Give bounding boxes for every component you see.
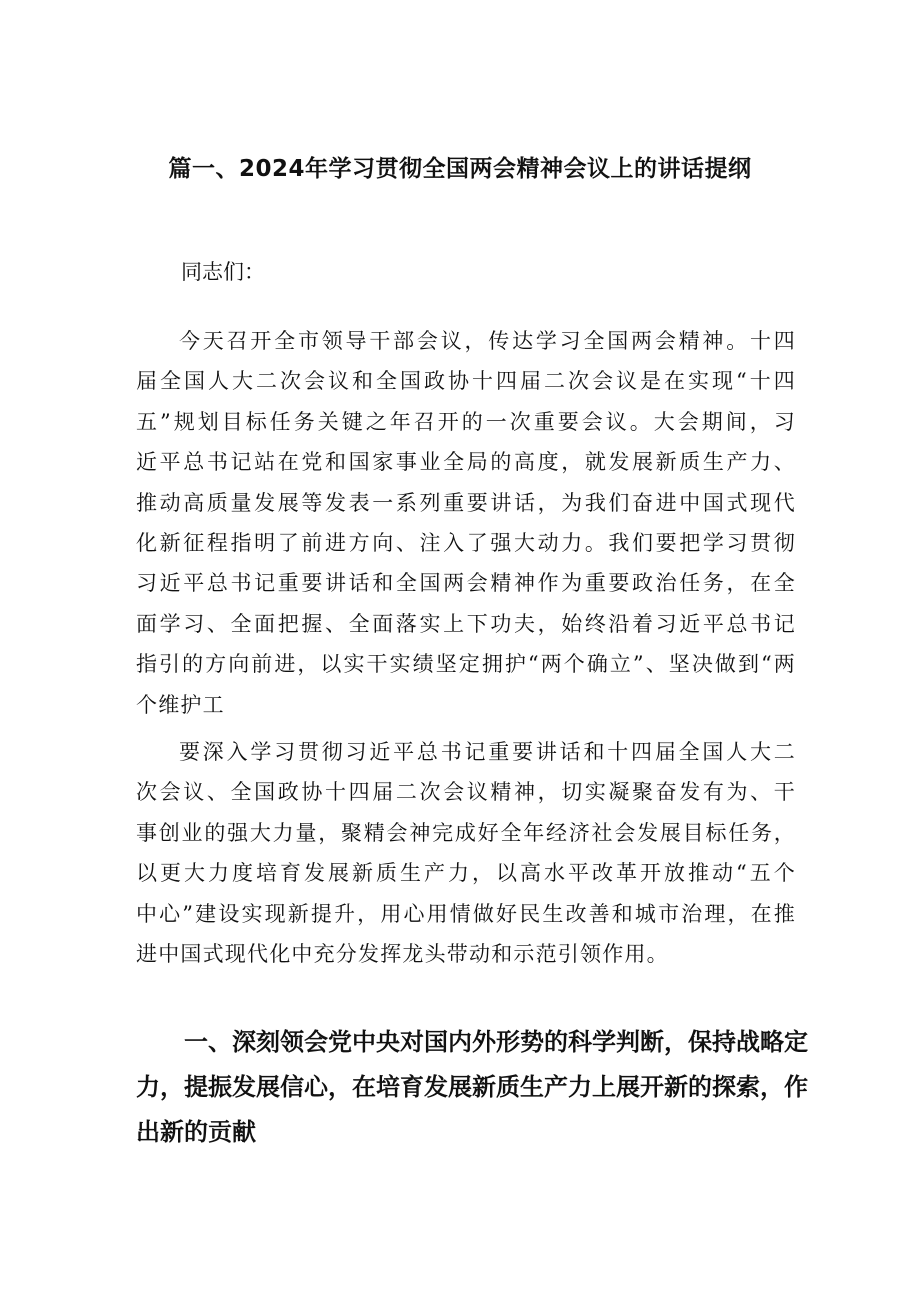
- paragraph-2: [136, 732, 796, 974]
- paragraph-1-line: 推动高质量发展等发表一系列重要讲话，为我们奋进中国式现代: [136, 490, 796, 515]
- paragraph-2-line: 要深入学习贯彻习近平总书记重要讲话和十四届全国人大二: [179, 740, 796, 764]
- section-heading-line: 出新的贡献: [136, 1118, 256, 1146]
- paragraph-1-line: 面学习、全面把握、全面落实上下功夫，始终沿着习近平总书记: [136, 611, 796, 636]
- paragraph-2-line: 进中国式现代化中充分发挥龙头带动和示范引领作用。: [136, 942, 669, 967]
- paragraph-2-line: 以更大力度培育发展新质生产力，以高水平改革开放推动“五个: [136, 861, 796, 886]
- paragraph-2-line: 中心”建设实现新提升，用心用情做好民生改善和城市治理，在推: [136, 901, 796, 926]
- section-heading-line: 力，提振发展信心，在培育发展新质生产力上展开新的探索，作: [136, 1073, 808, 1101]
- paragraph-1-line: 五”规划目标任务关键之年召开的一次重要会议。大会期间，习: [136, 409, 796, 434]
- document-title: 篇一、2024年学习贯彻全国两会精神会议上的讲话提纲: [168, 156, 752, 182]
- section-heading-line: 一、深刻领会党中央对国内外形势的科学判断，保持战略定: [184, 1028, 808, 1056]
- paragraph-1-line: 届全国人大二次会议和全国政协十四届二次会议是在实现“十四: [136, 369, 796, 394]
- paragraph-2-line: 次会议、全国政协十四届二次会议精神，切实凝聚奋发有为、干: [136, 780, 796, 805]
- salutation: 同志们：: [181, 260, 265, 284]
- paragraph-1-line: 今天召开全市领导干部会议，传达学习全国两会精神。十四: [179, 329, 796, 353]
- section-heading-1: [136, 1020, 808, 1155]
- paragraph-1-line: 近平总书记站在党和国家事业全局的高度，就发展新质生产力、: [136, 450, 796, 475]
- paragraph-1-line: 化新征程指明了前进方向、注入了强大动力。我们要把学习贯彻: [136, 531, 796, 556]
- paragraph-1-line: 指引的方向前进，以实干实绩坚定拥护“两个确立”、坚决做到“两: [136, 652, 796, 677]
- paragraph-1-line: 习近平总书记重要讲话和全国两会精神作为重要政治任务，在全: [136, 571, 796, 596]
- paragraph-2-line: 事创业的强大力量，聚精会神完成好全年经济社会发展目标任务，: [136, 820, 796, 845]
- paragraph-1: [136, 321, 796, 725]
- paragraph-1-line: 个维护工: [136, 692, 225, 717]
